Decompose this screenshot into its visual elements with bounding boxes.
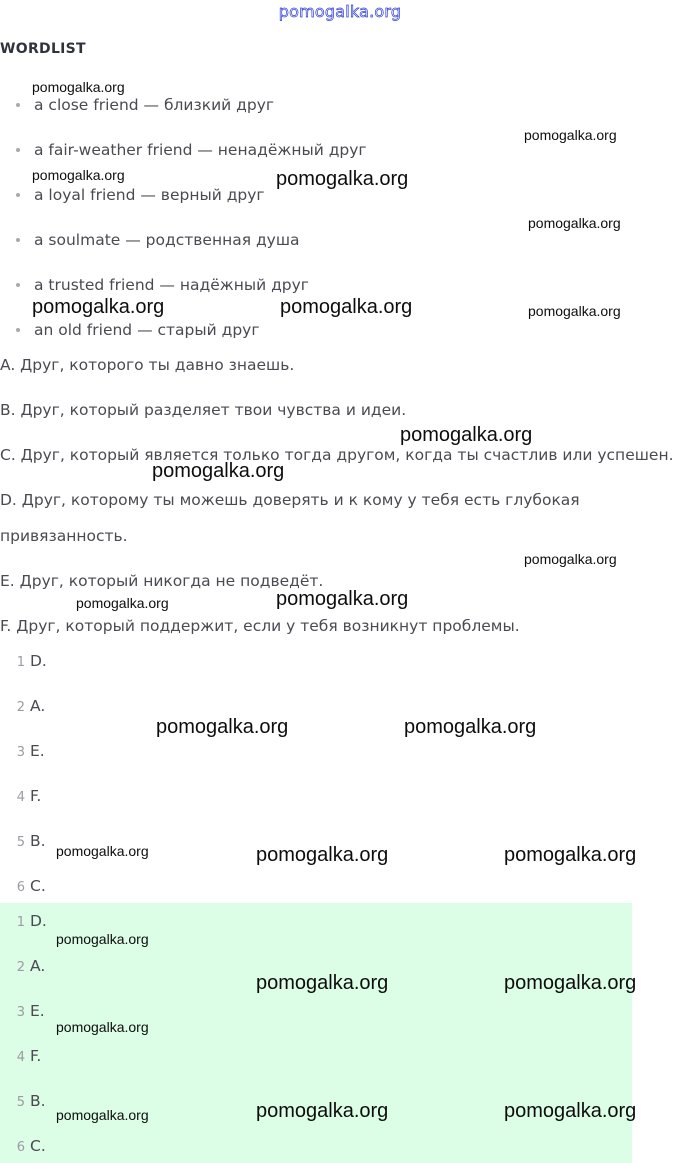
highlighted-answer-row <box>0 1091 46 1111</box>
watermark: pomogalka.org <box>256 972 389 994</box>
answer-row <box>0 696 45 716</box>
answer-number: 2 <box>16 960 25 975</box>
wordlist-item: a close friend — близкий друг <box>16 95 274 115</box>
watermark: pomogalka.org <box>32 296 165 318</box>
answer-letter: E. <box>30 742 45 760</box>
answer-letter: F. <box>30 1047 42 1065</box>
option-text: B. Друг, который разделяет твои чувства и идеи. <box>0 401 407 419</box>
answer-number: 6 <box>16 880 25 895</box>
answer-letter: C. <box>30 877 46 895</box>
answer-row <box>0 876 46 896</box>
answer-letter: E. <box>30 1002 45 1020</box>
answer-number: 4 <box>16 1050 25 1065</box>
bullet-icon <box>16 283 20 287</box>
bullet-icon <box>16 103 20 107</box>
bullet-icon <box>16 328 20 332</box>
answer-number: 2 <box>16 700 25 715</box>
answer-number: 6 <box>16 1140 25 1155</box>
option-text: F. Друг, который поддержит, если у тебя возникнут проблемы. <box>0 617 520 635</box>
answer-number: 4 <box>16 790 25 805</box>
bullet-icon <box>16 238 20 242</box>
answer-letter: B. <box>30 1092 46 1110</box>
watermark: pomogalka.org <box>56 1019 149 1035</box>
answer-number: 3 <box>16 745 25 760</box>
watermark: pomogalka.org <box>400 424 533 446</box>
answer-row <box>0 831 46 851</box>
answer-number: 5 <box>16 835 25 850</box>
watermark: pomogalka.org <box>528 215 621 231</box>
wordlist-item: an old friend — старый друг <box>16 320 260 340</box>
answer-row <box>0 786 41 806</box>
section-heading: WORDLIST <box>0 41 86 57</box>
watermark: pomogalka.org <box>276 588 409 610</box>
answer-letter: A. <box>30 697 46 715</box>
watermark: pomogalka.org <box>56 843 149 859</box>
answer-letter: D. <box>30 912 47 930</box>
highlighted-answer-row <box>0 1046 41 1066</box>
watermark: pomogalka.org <box>32 167 125 183</box>
bullet-icon <box>16 193 20 197</box>
watermark: pomogalka.org <box>528 303 621 319</box>
watermark: pomogalka.org <box>256 844 389 866</box>
watermark: pomogalka.org <box>76 595 169 611</box>
watermark: pomogalka.org <box>256 1100 389 1122</box>
highlighted-answer-row <box>0 911 47 931</box>
answer-number: 5 <box>16 1095 25 1110</box>
watermark: pomogalka.org <box>504 1100 637 1122</box>
watermark: pomogalka.org <box>504 972 637 994</box>
watermark: pomogalka.org <box>524 551 617 567</box>
answer-letter: C. <box>30 1137 46 1155</box>
wordlist-item: a soulmate — родственная душа <box>16 230 300 250</box>
watermark: pomogalka.org <box>156 716 289 738</box>
watermark: pomogalka.org <box>32 79 125 95</box>
answer-number: 1 <box>16 915 25 930</box>
watermark: pomogalka.org <box>404 716 537 738</box>
option-text-continued: привязанность. <box>0 527 128 545</box>
watermark: pomogalka.org <box>524 127 617 143</box>
wordlist-item: a trusted friend — надёжный друг <box>16 275 309 295</box>
watermark: pomogalka.org <box>152 460 285 482</box>
wordlist-item: a fair-weather friend — ненадёжный друг <box>16 140 367 160</box>
watermark: pomogalka.org <box>56 931 149 947</box>
highlighted-answer-row <box>0 956 45 976</box>
wordlist-item: a loyal friend — верный друг <box>16 185 265 205</box>
answer-letter: A. <box>30 957 46 975</box>
highlighted-answer-row <box>0 1001 45 1021</box>
answer-number: 1 <box>16 655 25 670</box>
answer-row <box>0 651 47 671</box>
answer-letter: D. <box>30 652 47 670</box>
highlighted-answer-row <box>0 1136 46 1156</box>
answer-row <box>0 741 45 761</box>
answer-letter: B. <box>30 832 46 850</box>
option-text: C. Друг, который является только тогда другом, когда ты счастлив или успешен. <box>0 446 674 464</box>
site-banner-link[interactable]: pomogalka.org <box>278 2 402 21</box>
watermark: pomogalka.org <box>504 844 637 866</box>
option-text: E. Друг, который никогда не подведёт. <box>0 572 324 590</box>
option-text: A. Друг, которого ты давно знаешь. <box>0 356 295 374</box>
watermark: pomogalka.org <box>276 168 409 190</box>
bullet-icon <box>16 148 20 152</box>
answer-number: 3 <box>16 1005 25 1020</box>
answer-letter: F. <box>30 787 42 805</box>
watermark: pomogalka.org <box>280 296 413 318</box>
watermark: pomogalka.org <box>56 1107 149 1123</box>
option-text: D. Друг, которому ты можешь доверять и к кому у тебя есть глубокая <box>0 491 580 509</box>
